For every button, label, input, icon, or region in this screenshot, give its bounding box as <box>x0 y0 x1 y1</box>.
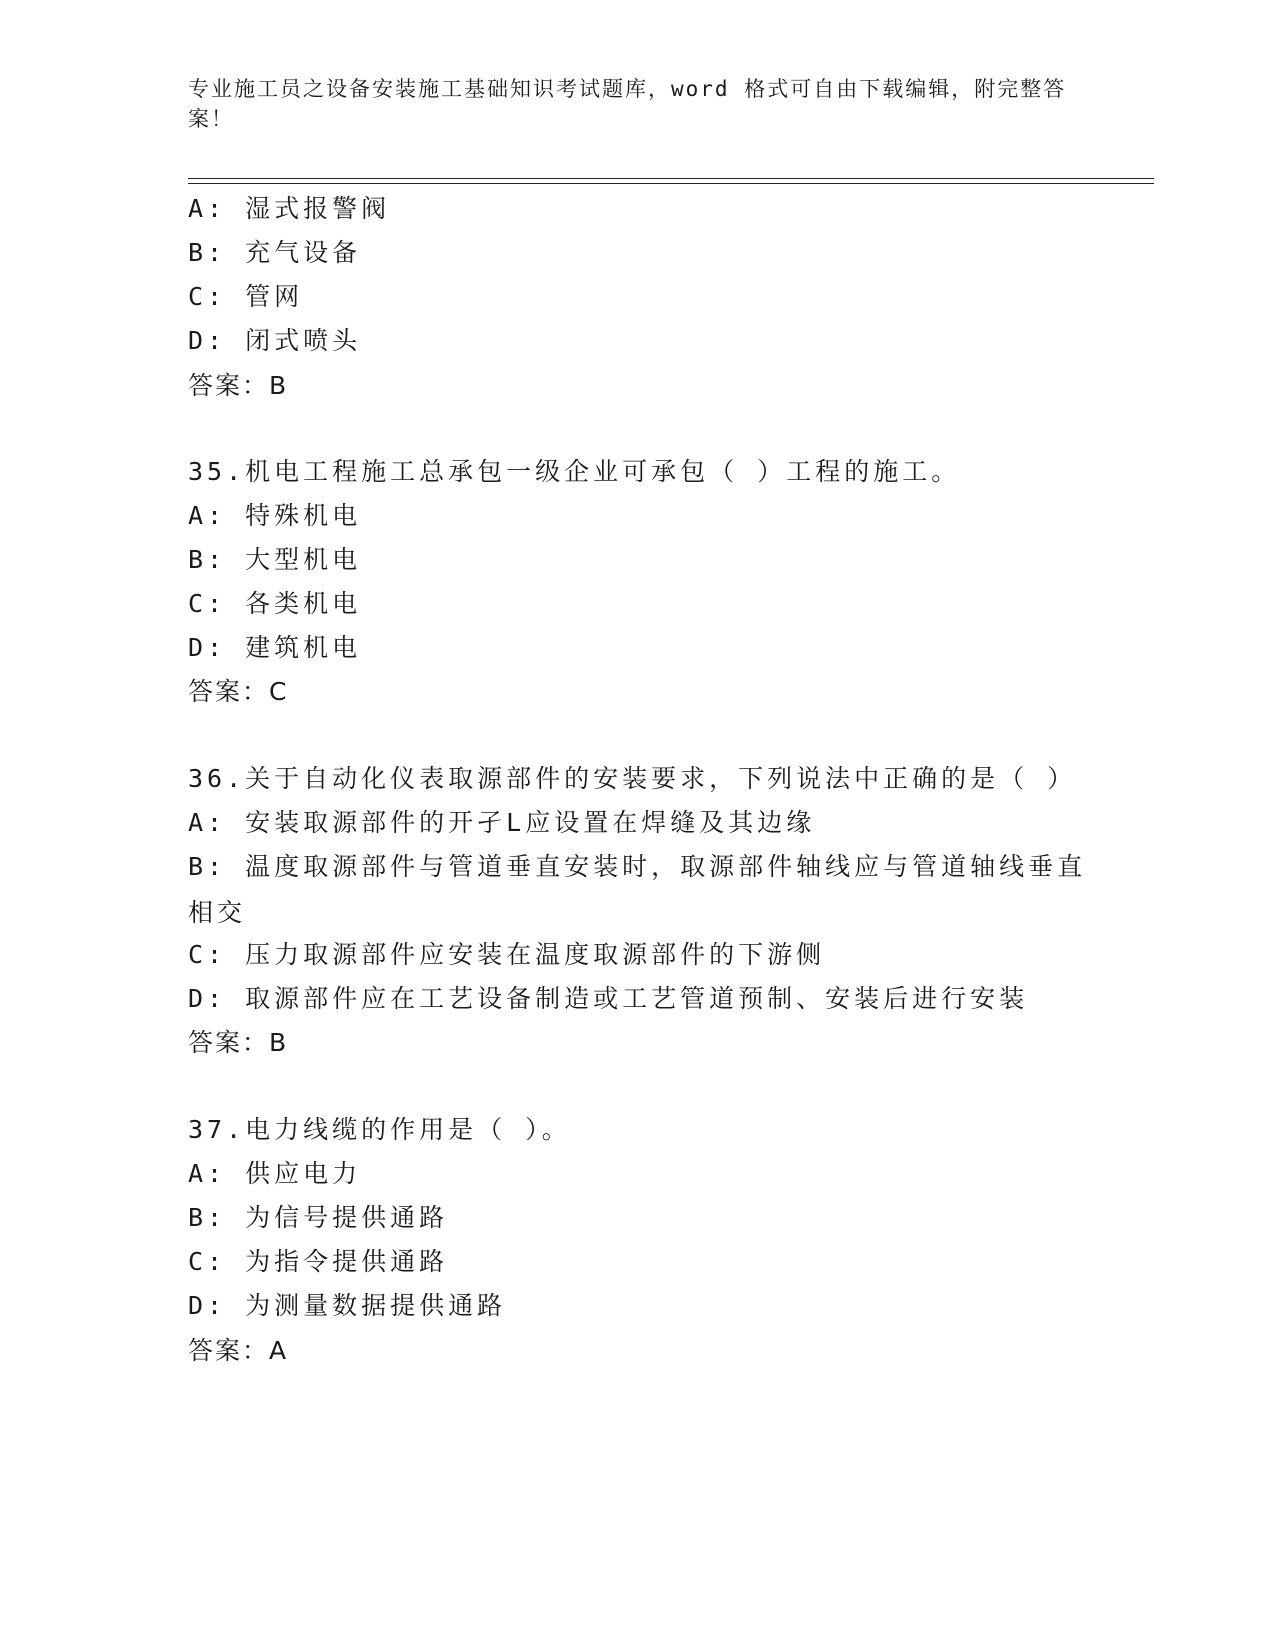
option-c: C: 为指令提供通路 <box>188 1247 449 1276</box>
question-stem: 35.机电工程施工总承包一级企业可承包（ ）工程的施工。 <box>188 457 961 486</box>
option-a: A: 湿式报警阀 <box>188 194 391 223</box>
answer: 答案：B <box>188 1028 289 1057</box>
option-b: B: 为信号提供通路 <box>188 1203 449 1232</box>
answer: 答案：A <box>188 1336 289 1365</box>
option-c: C: 管网 <box>188 282 304 311</box>
answer: 答案：C <box>188 677 289 706</box>
option-c: C: 压力取源部件应安装在温度取源部件的下游侧 <box>188 940 826 969</box>
document-header: 专业施工员之设备安装施工基础知识考试题库，word 格式可自由下载编辑，附完整答案！ <box>188 77 1067 131</box>
header-divider-top <box>188 178 1154 179</box>
option-a: A: 安装取源部件的开孑L应设置在焊缝及其边缘 <box>188 808 816 837</box>
option-d: D: 建筑机电 <box>188 633 362 662</box>
option-a: A: 供应电力 <box>188 1159 362 1188</box>
option-d: D: 取源部件应在工艺设备制造或工艺管道预制、安装后进行安装 <box>188 984 1029 1013</box>
option-d: D: 闭式喷头 <box>188 326 362 355</box>
question-stem: 36.关于自动化仪表取源部件的安装要求，下列说法中正确的是（ ） <box>188 764 1077 793</box>
option-b: B: 充气设备 <box>188 238 362 267</box>
header-divider-bottom <box>188 183 1154 184</box>
option-c: C: 各类机电 <box>188 589 362 618</box>
question-stem: 37.电力线缆的作用是（ ）。 <box>188 1115 571 1144</box>
option-b: B: 大型机电 <box>188 545 362 574</box>
option-a: A: 特殊机电 <box>188 501 362 530</box>
option-b: B: 温度取源部件与管道垂直安装时，取源部件轴线应与管道轴线垂直相交 <box>188 852 1087 927</box>
answer: 答案：B <box>188 371 289 400</box>
option-d: D: 为测量数据提供通路 <box>188 1291 507 1320</box>
